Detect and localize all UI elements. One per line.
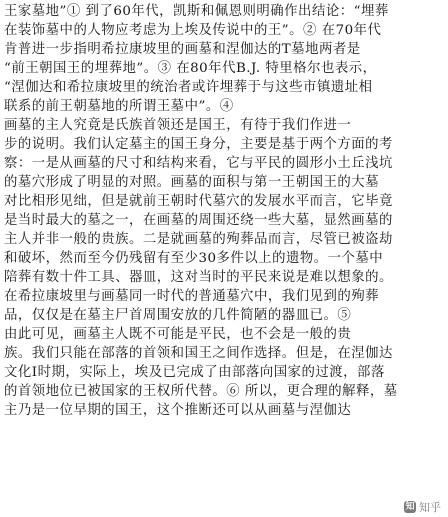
text-line: 文化Ⅰ时期，实际上，埃及已完成了由部落向国家的过渡，部落 bbox=[4, 365, 385, 380]
text-line: 王家墓地”① 到了60年代，凯斯和佩恩则明确作出结论：“埋葬 bbox=[4, 4, 389, 19]
text-line: 品，仅仅是在墓主尸首周围安放的几件简陋的器皿已。⑤ bbox=[4, 308, 352, 323]
text-line: 在希拉康坡里与画墓同一时代的普通墓穴中，我们见到的殉葬 bbox=[4, 289, 380, 304]
text-line: 由此可见，画墓主人既不可能是平民，也不会是一般的贵 bbox=[4, 327, 352, 342]
text-line: 在装饰墓中的人物应考虑为上埃及传说中的王”。② 在70年代 bbox=[4, 23, 382, 38]
text-line: 陪葬有数十件工具、器皿，这对当时的平民来说是难以想象的。 bbox=[4, 270, 393, 285]
watermark bbox=[401, 499, 444, 515]
text-line: 族。我们只能在部落的首领和国王之间作选择。但是，在涅伽达 bbox=[4, 346, 393, 361]
text-line: “涅伽达和希拉康坡里的统治者或许埋葬于与这些市镇遗址相 bbox=[4, 80, 373, 95]
text-line: 的首领地位已被国家的王权所代替。⑥ 所以，更合理的解释，墓 bbox=[4, 384, 398, 399]
text-line: “前王朝国王的埋葬地”。③ 在80年代B.J. 特里格尔也表示， bbox=[4, 61, 377, 76]
text-line: 主人并非一般的贵族。二是就画墓的殉葬品而言，尽管已被盗劫 bbox=[4, 232, 393, 247]
body-text bbox=[4, 2, 440, 420]
watermark-label: 知乎 bbox=[419, 501, 441, 514]
text-line: 的墓穴形成了明显的对照。画墓的面积与第一王朝国王的大墓 bbox=[4, 175, 380, 190]
text-line: 肯普进一步指明希拉康坡里的画墓和涅伽达的T墓地两者是 bbox=[4, 42, 361, 57]
text-line: 联系的前王朝墓地的所谓王墓中”。④ bbox=[4, 99, 234, 114]
text-line: 主乃是一位早期的国王，这个推断还可以从画墓与涅伽达 bbox=[4, 403, 352, 418]
text-line: 画墓的主人究竟是氏族首领还是国王，有待于我们作进一 bbox=[4, 118, 352, 133]
text-line: 察：一是从画墓的尺寸和结构来看，它与平民的圆形小土丘浅坑 bbox=[4, 156, 393, 171]
text-line: 是当时最大的墓之一，在画墓的周围还绕一些大墓，显然画墓的 bbox=[4, 213, 393, 228]
text-line: 和破坏，然而至今仍残留有至少30多件以上的遗物。一个墓中 bbox=[4, 251, 384, 266]
zhihu-logo-icon: 知 bbox=[405, 502, 415, 512]
text-line: 步的说明。我们认定墓主的国王身分，主要是基于两个方面的考 bbox=[4, 137, 393, 152]
text-line: 对比相形见绌，但是就前王朝时代墓穴的发展水平而言，它毕竟 bbox=[4, 194, 393, 209]
